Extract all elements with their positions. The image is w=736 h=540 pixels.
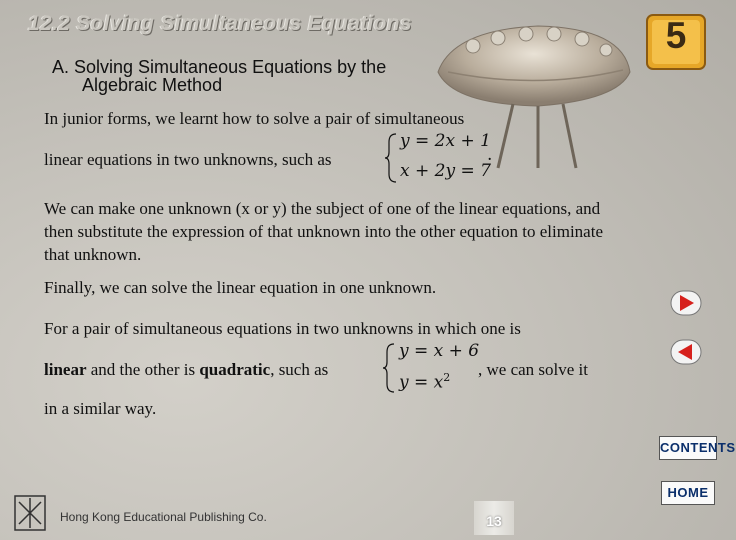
equation-brace-1 <box>384 132 398 184</box>
equation-1-line2: x + 2y = 7 <box>400 161 491 181</box>
term-linear: linear <box>44 360 87 379</box>
term-quadratic: quadratic <box>199 360 271 379</box>
intro-line1: In junior forms, we learnt how to solve a pair of simultaneous <box>44 109 465 128</box>
play-right-icon[interactable] <box>670 290 702 316</box>
section-heading-line1: A. Solving Simultaneous Equations by the <box>52 57 387 77</box>
page-title: 12.2 Solving Simultaneous Equations <box>28 12 412 35</box>
quadratic-line2-end: , we can solve it <box>478 360 588 379</box>
equation-2-line1: y = x + 6 <box>399 341 480 361</box>
publisher-name: Hong Kong Educational Publishing Co. <box>60 510 267 524</box>
quadratic-line1: For a pair of simultaneous equations in two unknowns in which one is <box>44 319 521 338</box>
publisher-logo-icon <box>13 494 47 532</box>
equation-1-end: . <box>487 145 493 165</box>
chapter-number: 5 <box>665 15 687 56</box>
play-left-icon[interactable] <box>670 339 702 365</box>
equation-2-line2 <box>399 371 450 393</box>
contents-button[interactable]: CONTENTS <box>659 436 717 460</box>
section-heading-line2: Algebraic Method <box>82 75 223 95</box>
equation-brace-2 <box>382 342 396 394</box>
intro-line2: linear equations in two unknowns, such as <box>44 150 332 169</box>
equation-1-line1: y = 2x + 1 <box>400 131 491 151</box>
page-number: 13 <box>486 513 502 529</box>
quadratic-line2-mid2: , such as <box>270 360 329 379</box>
quadratic-line2 <box>44 358 328 382</box>
quadratic-line2-mid1: and the other is <box>86 360 200 379</box>
equation-2-line2-base: y = x <box>399 372 444 393</box>
final-step-paragraph: Finally, we can solve the linear equation in one unknown. <box>44 278 437 297</box>
method-paragraph: We can make one unknown (x or y) the subject of one of the linear equations, and then substitute the expression of that unknown into the other equation to eliminate that unknown. <box>44 199 603 264</box>
quadratic-line3: in a similar way. <box>44 399 157 418</box>
equation-2-exponent: 2 <box>443 371 451 384</box>
home-button[interactable]: HOME <box>661 481 715 505</box>
